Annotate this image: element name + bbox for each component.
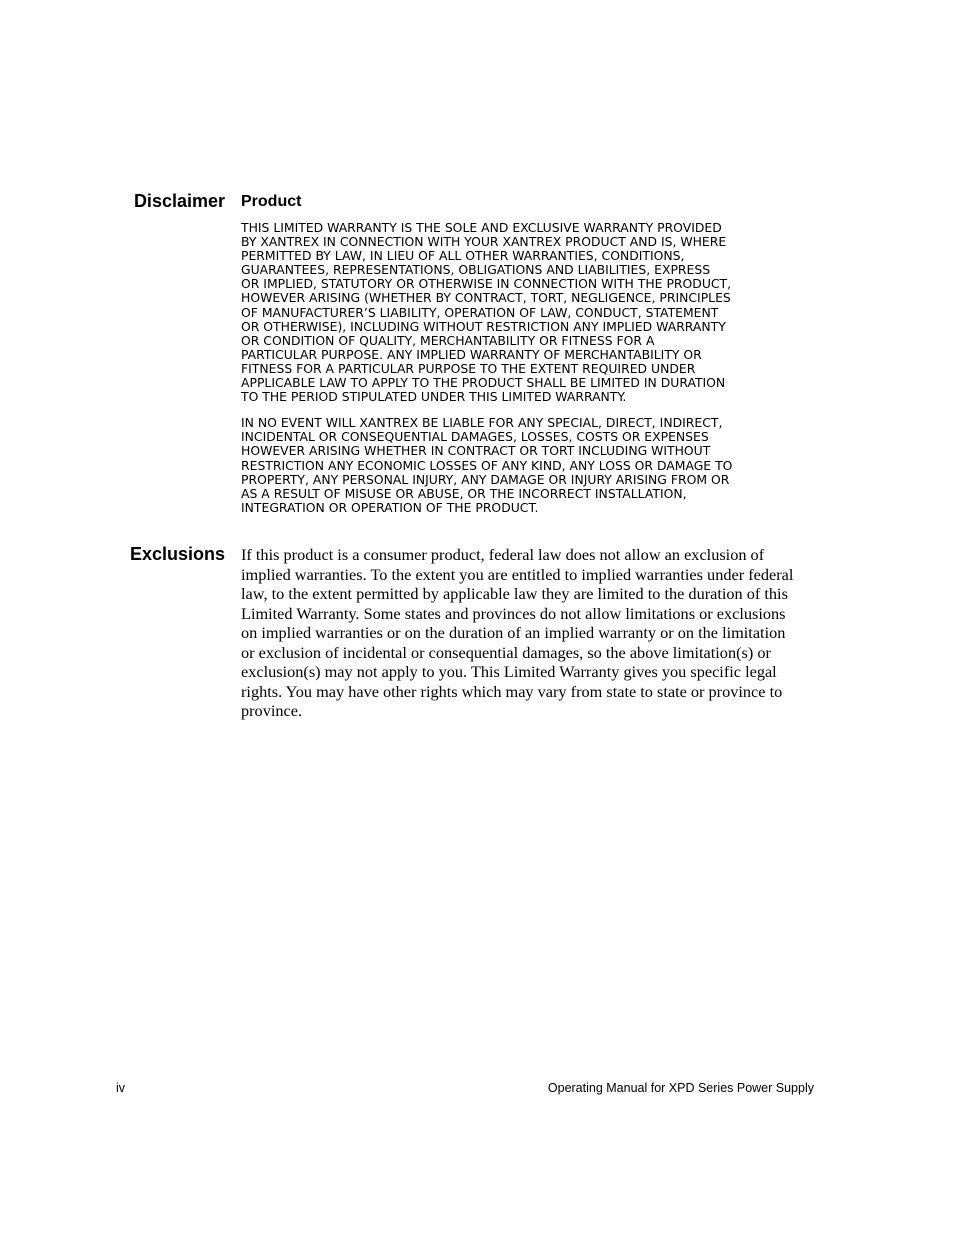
text-line: BY XANTREX IN CONNECTION WITH YOUR XANTREX PRODUCT AND IS, WHERE (241, 234, 727, 250)
text-line: province. (241, 701, 303, 720)
disclaimer-section (241, 192, 816, 527)
text-line: law, to the extent permitted by applicable law they are limited to the duration of this (241, 584, 788, 603)
exclusions-section (241, 545, 816, 721)
text-line: APPLICABLE LAW TO APPLY TO THE PRODUCT SHALL BE LIMITED IN DURATION (241, 375, 726, 391)
text-line: AS A RESULT OF MISUSE OR ABUSE, OR THE INCORRECT INSTALLATION, (241, 485, 687, 501)
text-line: TO THE PERIOD STIPULATED UNDER THIS LIMITED WARRANTY. (241, 389, 627, 405)
disclaimer-heading: Disclaimer (133, 191, 225, 211)
text-line: OR IMPLIED, STATUTORY OR OTHERWISE IN CONNECTION WITH THE PRODUCT, (241, 276, 732, 292)
text-line: or exclusion of incidental or consequential damages, so the above limitation(s) or (241, 642, 771, 662)
text-line: exclusion(s) may not apply to you. This Limited Warranty gives you specific legal (241, 662, 777, 681)
text-line: FITNESS FOR A PARTICULAR PURPOSE TO THE EXTENT REQUIRED UNDER (241, 360, 696, 376)
text-line: implied warranties. To the extent you are entitled to implied warranties under federal (241, 564, 794, 584)
text-line: PROPERTY, ANY PERSONAL INJURY, ANY DAMAGE OR INJURY ARISING FROM OR (241, 471, 730, 487)
exclusions-paragraph (241, 545, 816, 721)
exclusions-heading: Exclusions (129, 544, 225, 564)
text-line: RESTRICTION ANY ECONOMIC LOSSES OF ANY KIND, ANY LOSS OR DAMAGE TO (241, 457, 733, 473)
document-title: Operating Manual for XPD Series Power Supply (547, 1081, 814, 1095)
disclaimer-paragraph-2 (241, 416, 816, 515)
page-number: iv (116, 1081, 126, 1095)
text-line: PARTICULAR PURPOSE. ANY IMPLIED WARRANTY OF MERCHANTABILITY OR (241, 346, 702, 362)
text-line: INCIDENTAL OR CONSEQUENTIAL DAMAGES, LOSSES, COSTS OR EXPENSES (241, 429, 709, 445)
product-subheading: Product (241, 193, 302, 210)
text-line: HOWEVER ARISING WHETHER IN CONTRACT OR TORT INCLUDING WITHOUT (241, 443, 711, 459)
text-line: If this product is a consumer product, federal law does not allow an exclusion of (241, 545, 765, 564)
text-line: OF MANUFACTURER’S LIABILITY, OPERATION OF LAW, CONDUCT, STATEMENT (241, 304, 719, 320)
text-line: THIS LIMITED WARRANTY IS THE SOLE AND EXCLUSIVE WARRANTY PROVIDED (241, 220, 722, 235)
text-line: GUARANTEES, REPRESENTATIONS, OBLIGATIONS AND LIABILITIES, EXPRESS (241, 262, 711, 278)
text-line: Limited Warranty. Some states and provinces do not allow limitations or exclusions (241, 603, 786, 623)
disclaimer-paragraph-1 (241, 221, 816, 404)
text-line: INTEGRATION OR OPERATION OF THE PRODUCT. (241, 499, 539, 515)
text-line: OR CONDITION OF QUALITY, MERCHANTABILITY OR FITNESS FOR A (241, 332, 655, 348)
text-line: HOWEVER ARISING (WHETHER BY CONTRACT, TORT, NEGLIGENCE, PRINCIPLES (241, 290, 731, 306)
text-line: OR OTHERWISE), INCLUDING WITHOUT RESTRICTION ANY IMPLIED WARRANTY (241, 318, 726, 334)
text-line: IN NO EVENT WILL XANTREX BE LIABLE FOR ANY SPECIAL, DIRECT, INDIRECT, (241, 415, 723, 431)
text-line: PERMITTED BY LAW, IN LIEU OF ALL OTHER WARRANTIES, CONDITIONS, (241, 248, 685, 264)
text-line: on implied warranties or on the duration of an implied warranty or on the limitation (241, 623, 786, 642)
text-line: rights. You may have other rights which may vary from state to state or province to (241, 681, 783, 701)
